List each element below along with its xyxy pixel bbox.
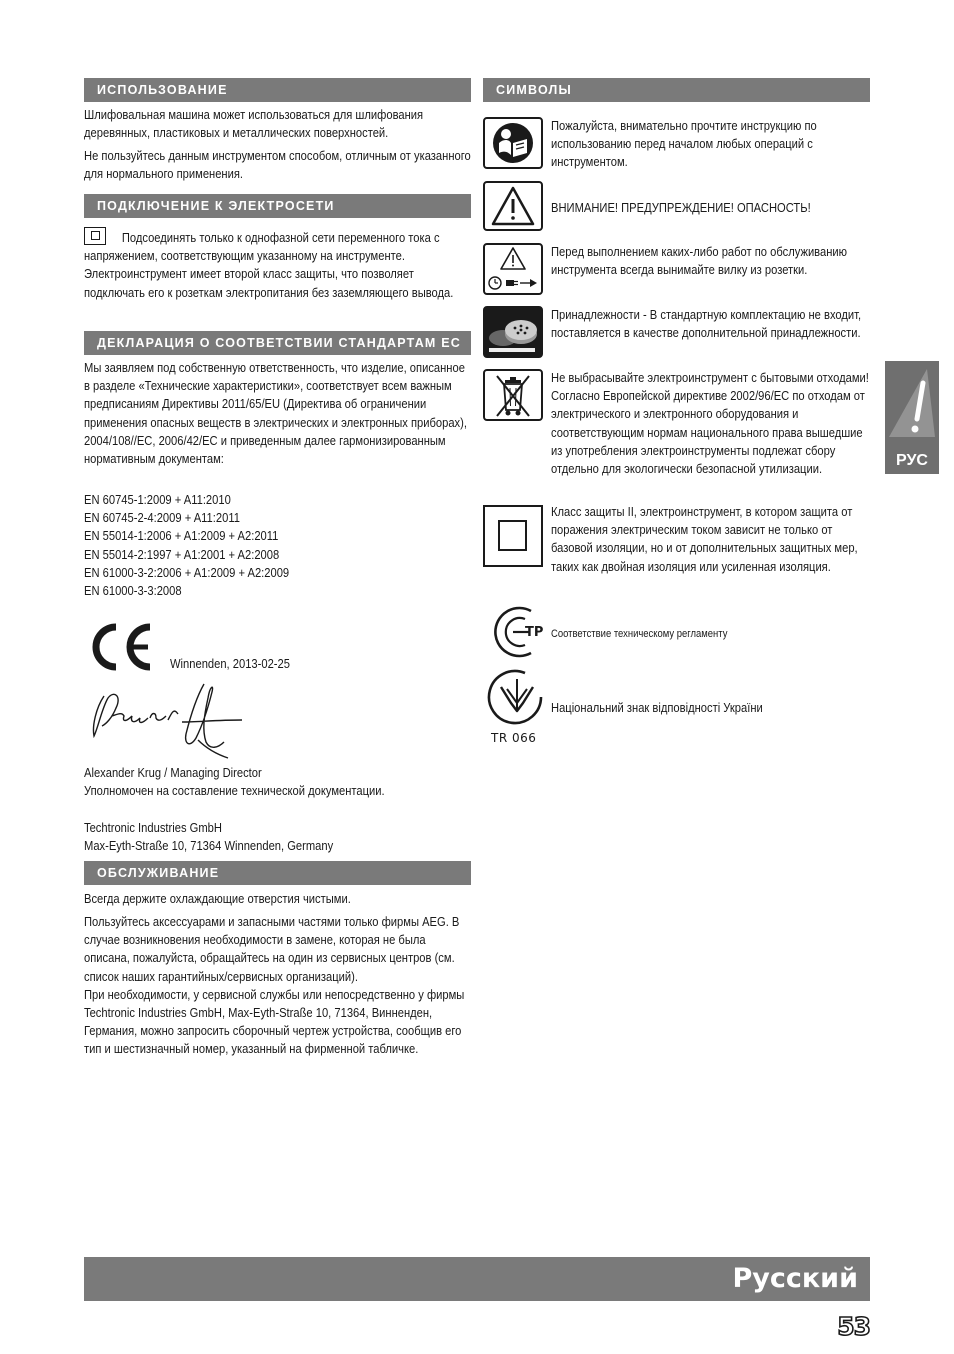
symbol-row (483, 667, 870, 747)
symbol-text: Принадлежности - В стандартную комплектацию не входит, поставляется в качестве дополнительной принадлежности. (551, 307, 862, 341)
standard-item: EN 61000-3-3:2008 (84, 583, 182, 599)
symbol-row (483, 306, 870, 360)
symbol-text: ВНИМАНИЕ! ПРЕДУПРЕЖДЕНИЕ! ОПАСНОСТЬ! (551, 200, 811, 215)
protection-class-ii-icon (483, 505, 543, 567)
standard-item: EN 61000-3-2:2006 + A1:2009 + A2:2009 (84, 564, 290, 580)
language-side-tab (885, 361, 939, 474)
symbol-text: Національний знак відповідності України (551, 700, 763, 715)
signature-image (86, 678, 246, 760)
ce-mark-icon (88, 623, 154, 671)
maintenance-text-2: Пользуйтесь аксессуарами и запасными частями только фирмы AEG. В случае возникновения необходимости в замене, которая не была описана, пожалуйста, обращайтесь на один из сервисных центров (см. список наших гарантийных/сервисных организаций). (84, 914, 460, 984)
maintenance-text-3: При необходимости, у сервисной службы или непосредственно у фирмы Techtronic Industries GmbH, Max-Eyth-Straße 10, 71364, Винненден, Германия, можно запросить сборочный чертеж устройства, сообщив его тип и шестизначный номер, указанный на фирменной табличке. (84, 986, 465, 1057)
symbol-text: Не выбрасывайте электроинструмент с бытовыми отходами! Согласно Европейской директиве 2002/96/EC по отходам от электрического и электронного оборудования и соответствующим нормам национального права вышедшие из употребления электроинструменты подлежат сбору отдельно для экологически безопасной утилизации. (551, 370, 869, 477)
accessory-sanding-discs-icon (483, 306, 543, 358)
warning-exclamation-icon (887, 365, 937, 441)
company-address: Max-Eyth-Straße 10, 71364 Winnenden, Germany (84, 838, 334, 854)
ukraine-conformity-mark-icon (487, 667, 547, 727)
symbol-row (483, 504, 870, 574)
standard-item: EN 60745-1:2009 + A11:2010 (84, 492, 231, 507)
svg-text:TP: TP (525, 625, 544, 640)
footer-language: Русский (732, 1263, 858, 1294)
symbol-row (483, 603, 870, 663)
symbols-header: СИМВОЛЫ (483, 78, 870, 102)
gost-tr-mark-icon (485, 603, 551, 661)
symbol-text: Пожалуйста, внимательно прочтите инструкцию по использованию перед началом любых операций с инструментом. (551, 118, 817, 170)
declaration-header: ДЕКЛАРАЦИЯ О СООТВЕТСТВИИ СТАНДАРТАМ ЕС (84, 331, 471, 355)
left-column (84, 78, 471, 1057)
footer-language-bar (84, 1257, 870, 1301)
read-manual-icon (483, 117, 543, 169)
standards-list (84, 491, 323, 600)
ukraine-mark-label: TR 066 (491, 731, 537, 745)
side-tab-label: РУС (896, 452, 928, 469)
standard-item: EN 55014-1:2006 + A1:2009 + A2:2011 (84, 528, 279, 544)
page-number: 53 (837, 1312, 870, 1341)
company-name: Techtronic Industries GmbH (84, 820, 222, 835)
weee-crossed-bin-icon (483, 369, 543, 421)
symbol-row (483, 181, 870, 233)
symbol-row (483, 117, 870, 171)
place-date: Winnenden, 2013-02-25 (170, 656, 290, 671)
maintenance-header: ОБСЛУЖИВАНИЕ (84, 861, 471, 885)
standard-item: EN 60745-2-4:2009 + A11:2011 (84, 510, 240, 526)
usage-text-2: Не пользуйтесь данным инструментом способом, отличным от указанного для нормального применения. (84, 148, 471, 182)
mains-header: ПОДКЛЮЧЕНИЕ К ЭЛЕКТРОСЕТИ (84, 194, 471, 218)
symbol-text: Соответствие техническому регламенту (551, 628, 728, 640)
warning-triangle-icon (483, 181, 543, 231)
signer-name: Alexander Krug / Managing Director (84, 765, 262, 780)
symbol-row (483, 369, 870, 477)
standard-item: EN 55014-2:1997 + A1:2001 + A2:2008 (84, 546, 280, 562)
usage-text-1: Шлифовальная машина может использоваться для шлифования деревянных, пластиковых и металлических поверхностей. (84, 107, 424, 141)
declaration-text: Мы заявляем под собственную ответственность, что изделие, описанное в разделе «Технические характеристики», соответствует всем важным предписаниям Директивы 2011/65/EU (Директива об ограничении применения опасных веществ в электрических и электронных приборах), 2004/108//EC, 2006/42/EC и приведенным далее гармонизированным нормативным документам: (84, 360, 467, 467)
usage-header: ИСПОЛЬЗОВАНИЕ (84, 78, 471, 102)
mains-text: Подсоединять только к однофазной сети переменного тока с напряжением, соответствующим указанному на инструменте. Электроинструмент имеет второй класс защиты, что позволяет подключать его к розеткам электропитания без заземляющего вывода. (84, 230, 454, 300)
signer-role: Уполномочен на составление технической документации. (84, 783, 385, 799)
unplug-before-service-icon (483, 243, 543, 295)
symbol-text: Класс защиты II, электроинструмент, в котором защита от поражения электрическим током зависит не только от базовой изоляции, но и от дополнительных защитных мер, таких как двойная изоляция или усиленная изоляция. (551, 504, 858, 574)
symbol-row (483, 243, 870, 297)
maintenance-text-1: Всегда держите охлаждающие отверстия чистыми. (84, 891, 351, 906)
symbol-text: Перед выполнением каких-либо работ по обслуживанию инструмента всегда вынимайте вилку из розетки. (551, 244, 848, 278)
right-column (483, 78, 870, 778)
